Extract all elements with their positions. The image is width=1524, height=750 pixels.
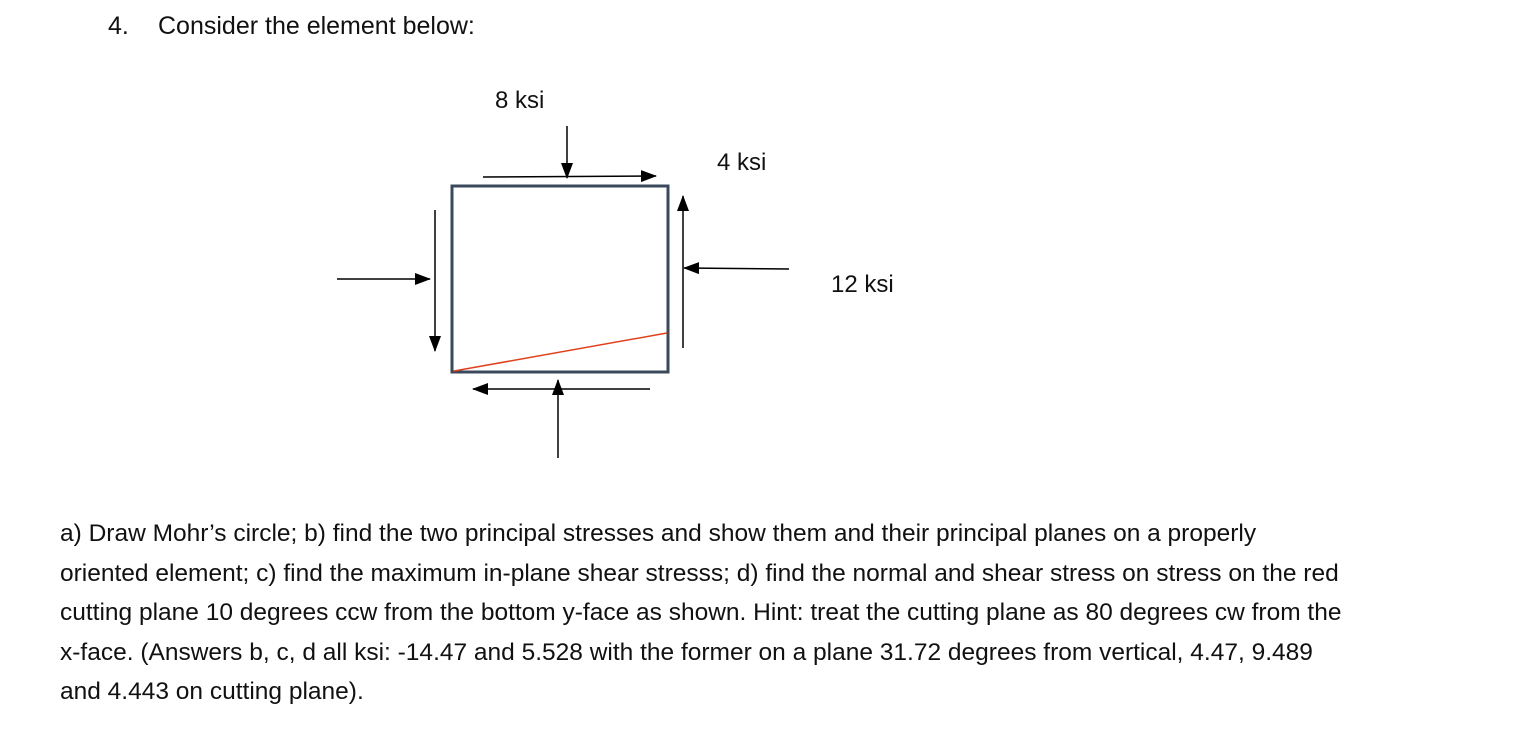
label-4-ksi: 4 ksi — [717, 149, 767, 176]
question-title: Consider the element below: — [158, 12, 475, 40]
right-normal-stress-arrow — [684, 268, 789, 269]
problem-text: a) Draw Mohr’s circle; b) find the two principal stresses and show them and their principal planes on a properly oriented element; c) find the maximum in-plane shear stresss; d) find the normal and shear stress on stress on the red cutting plane 10 degrees ccw from the bottom y-face as shown. Hint: treat the cutting plane as 80 degrees cw from the x-face. (Answers b, c, d all ksi: -14.47 and 5.528 with the former on a plane 31.72 degrees from vertical, 4.47, 9.489 and 4.443 on cutting plane). — [60, 520, 1342, 706]
stress-element-square — [452, 186, 668, 372]
label-12-ksi: 12 ksi — [831, 271, 894, 298]
cutting-plane-line — [454, 333, 667, 371]
top-shear-arrow — [483, 176, 656, 177]
label-8-ksi: 8 ksi — [495, 87, 545, 114]
question-number: 4. — [108, 12, 129, 40]
